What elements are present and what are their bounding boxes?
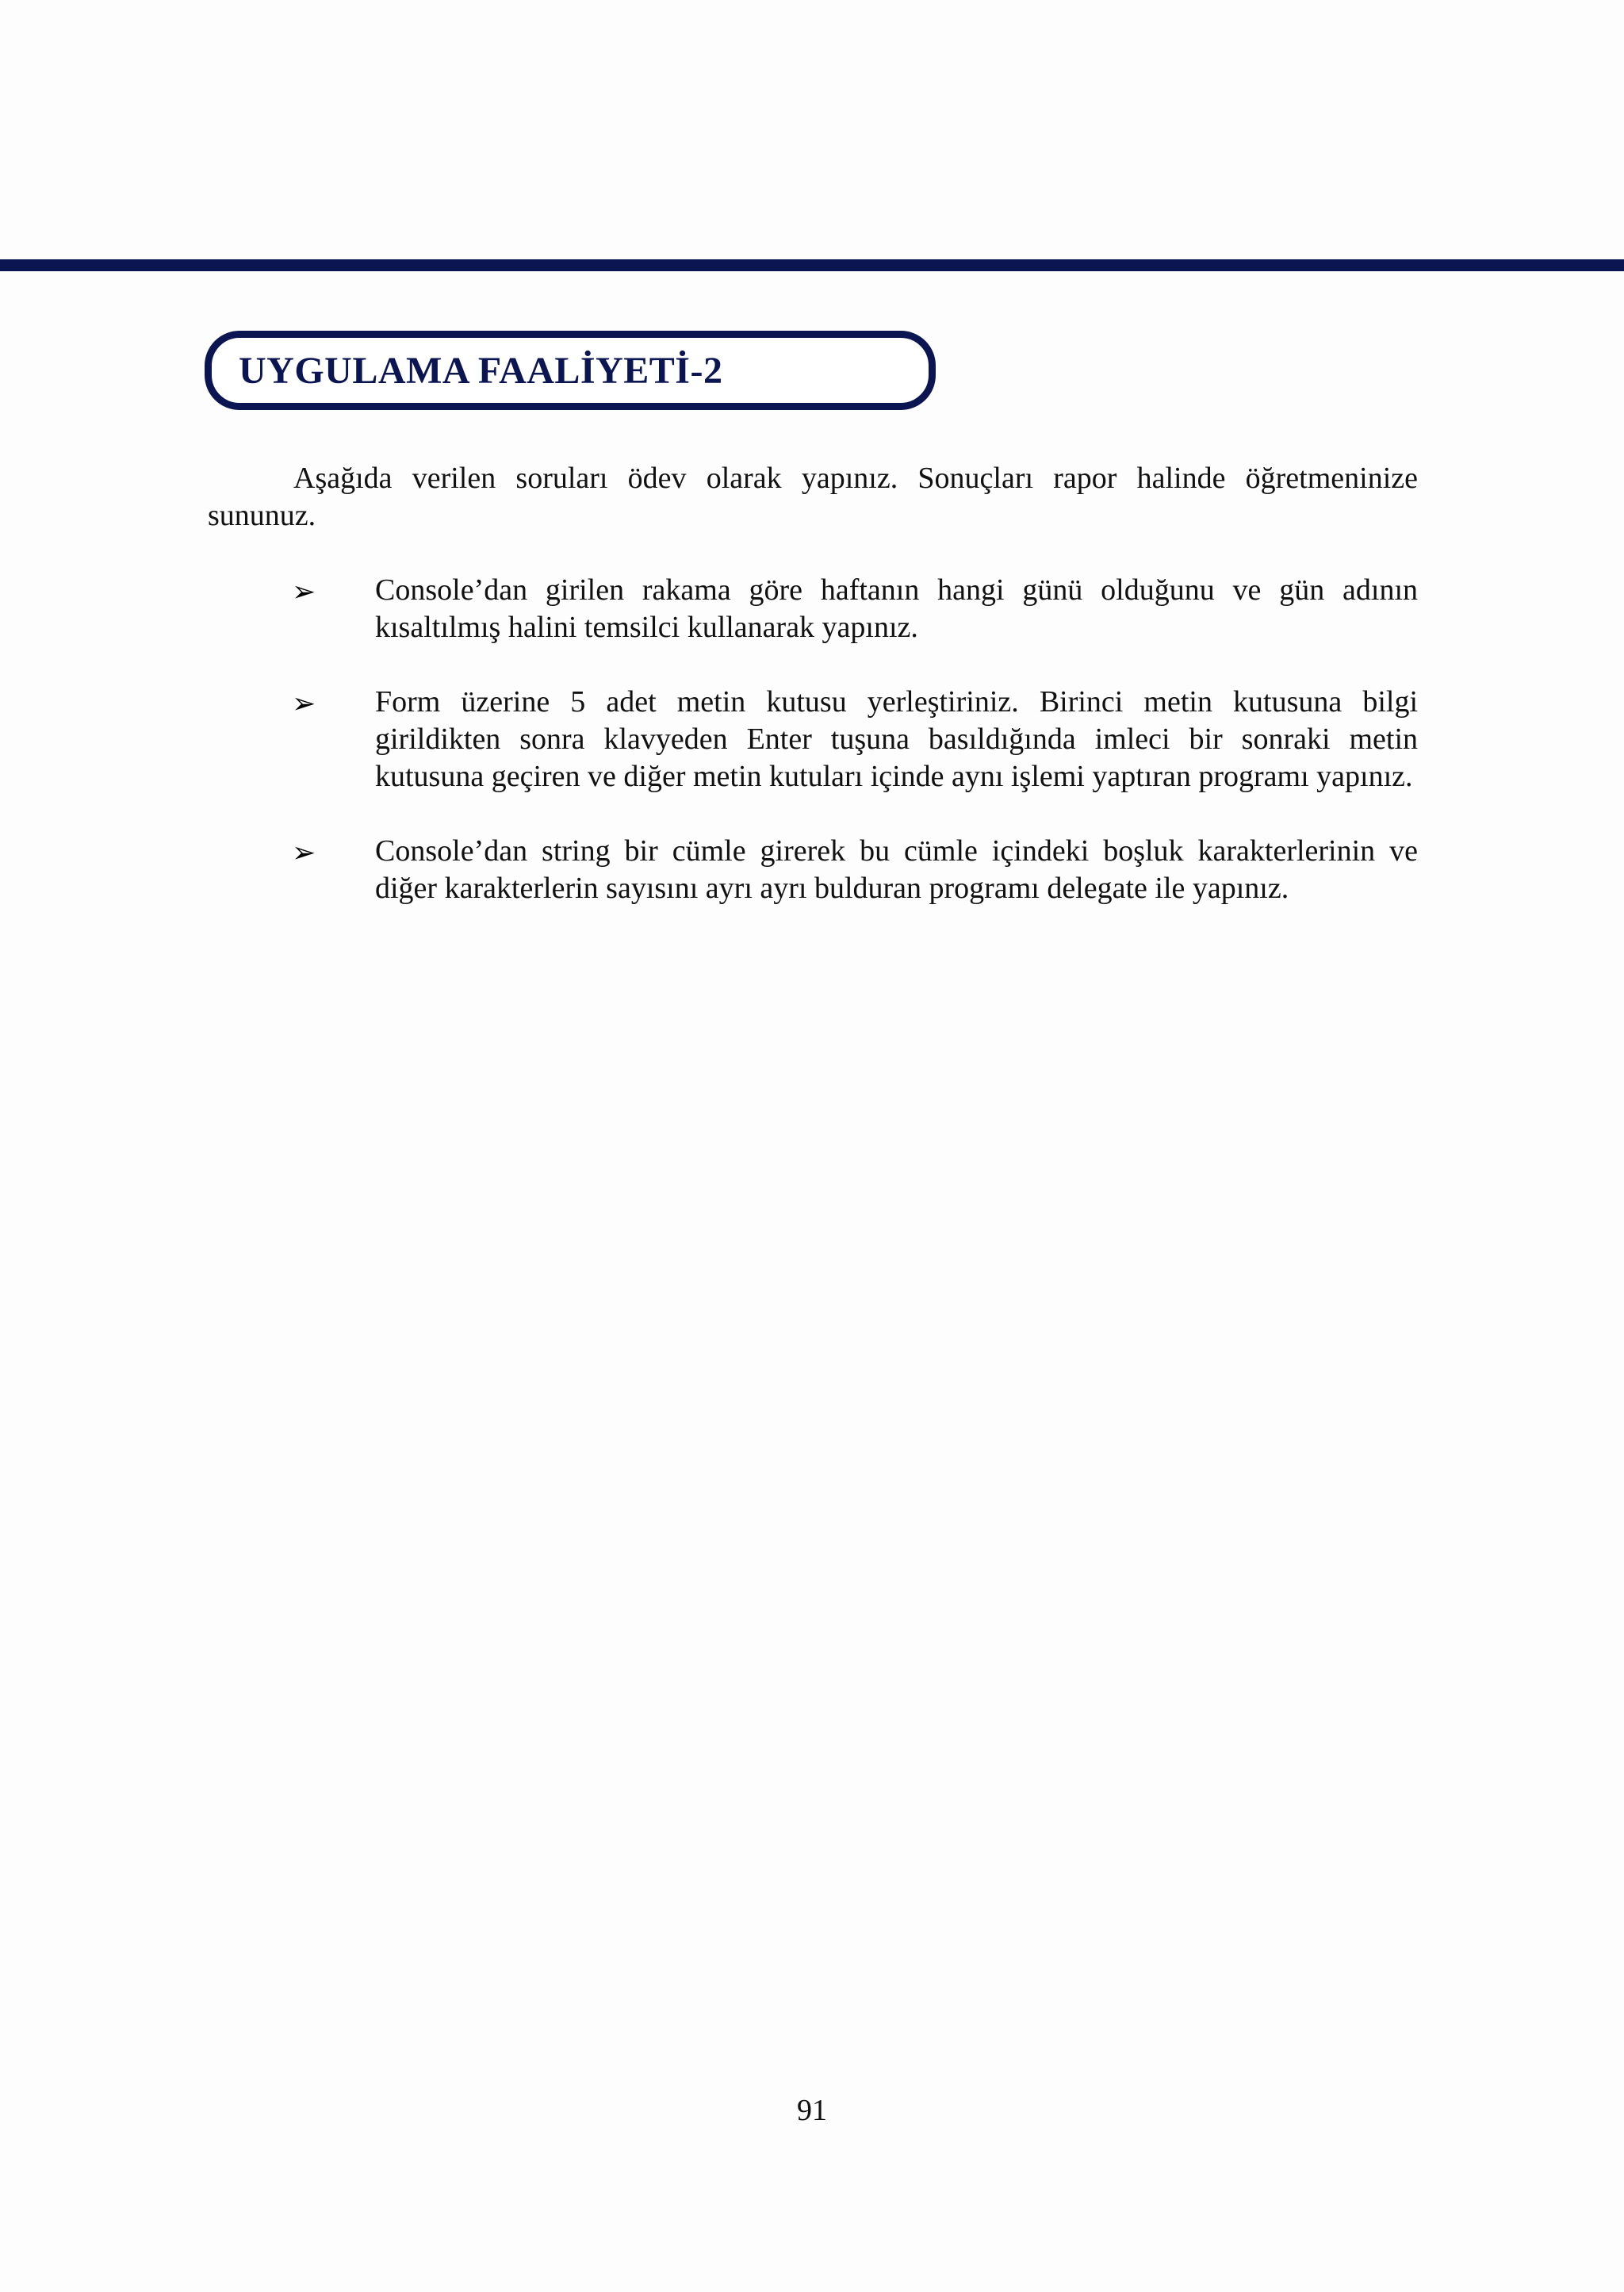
- task-item: [0, 572, 1624, 646]
- section-title: UYGULAMA FAALİYETİ-2: [239, 349, 723, 392]
- header-rule: [0, 259, 1624, 271]
- section-title-box: [205, 331, 936, 410]
- task-text: Console’dan girilen rakama göre haftanın hangi günü olduğunu ve gün adının kısaltılmış halini temsilci kullanarak yapınız.: [375, 573, 1418, 644]
- task-item: [0, 833, 1624, 907]
- intro-paragraph: Aşağıda verilen soruları ödev olarak yapınız. Sonuçları rapor halinde öğretmeninize sununuz.: [208, 462, 1418, 532]
- arrowhead-bullet-icon: ➢: [292, 576, 316, 608]
- task-text: Console’dan string bir cümle girerek bu cümle içindeki boşluk karakterlerinin ve diğer karakterlerin sayısını ayrı ayrı bulduran programı delegate ile yapınız.: [375, 834, 1418, 905]
- task-text: Form üzerine 5 adet metin kutusu yerleştiriniz. Birinci metin kutusuna bilgi girildikten sonra klavyeden Enter tuşuna basıldığında imleci bir sonraki metin kutusuna geçiren ve diğer metin kutuları içinde aynı işlemi yaptıran programı yapınız.: [375, 685, 1418, 793]
- arrowhead-bullet-icon: ➢: [292, 688, 316, 720]
- task-item: [0, 684, 1624, 795]
- task-list: [0, 572, 1624, 945]
- arrowhead-bullet-icon: ➢: [292, 837, 316, 869]
- page-number: 91: [797, 2094, 827, 2127]
